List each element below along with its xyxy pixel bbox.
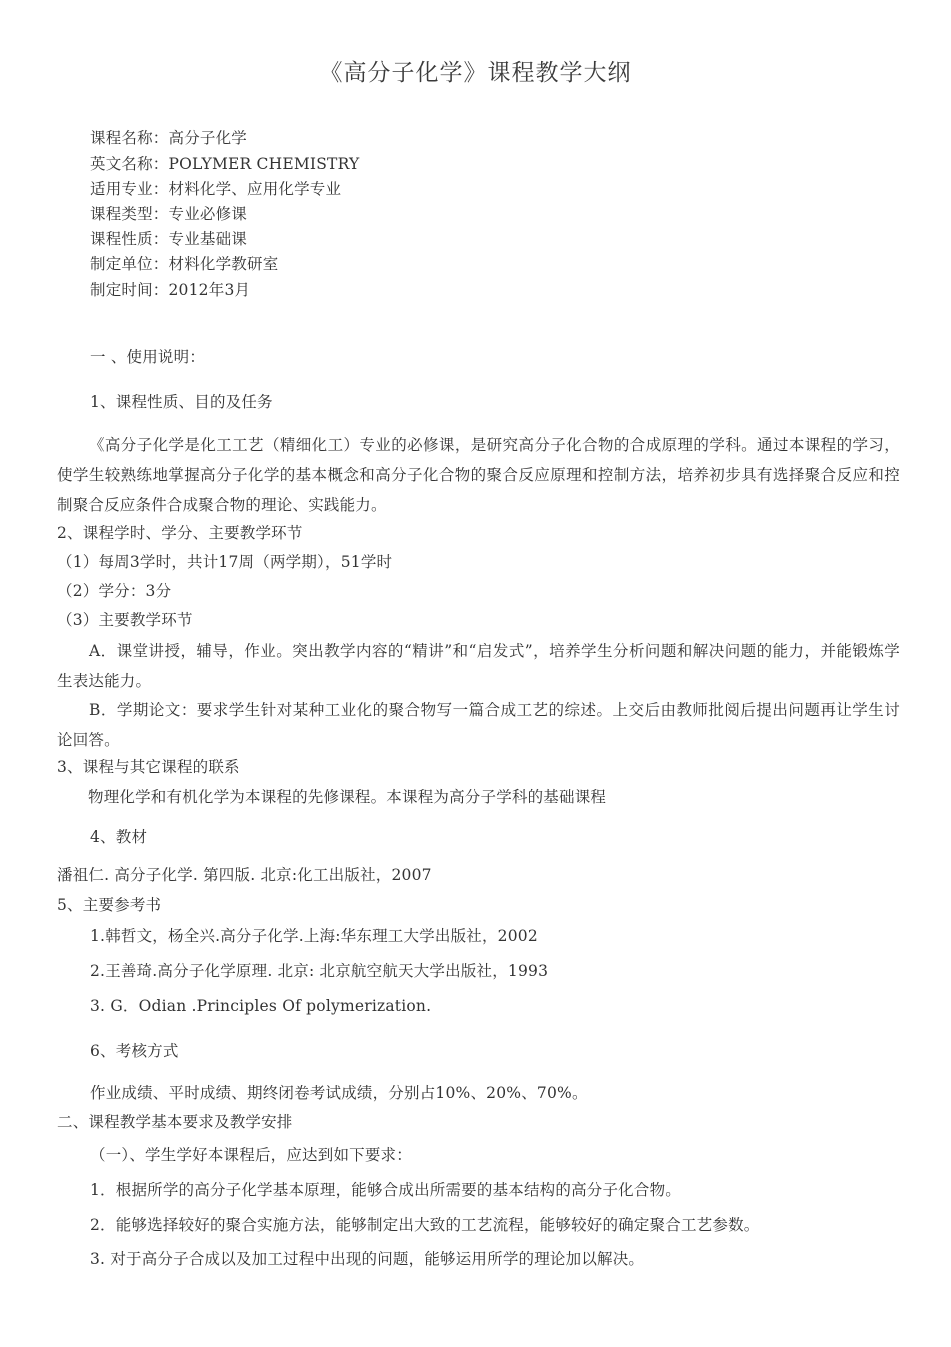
requirement-1: 1．根据所学的高分子化学基本原理，能够合成出所需要的基本结构的高分子化合物。 (90, 1181, 681, 1199)
s1-body: 《高分子化学是化工工艺（精细化工）专业的必修课，是研究高分子化合物的合成原理的学科。通过本课程的学习，使学生较熟练地掌握高分子化学的基本概念和高分子化合物的聚合反应原理和控制方法，培养初步具有选择聚合反应和控制聚合反应条件合成聚合物的理论、实践能力。 (57, 436, 900, 514)
requirement-2: 2．能够选择较好的聚合实施方法，能够制定出大致的工艺流程，能够较好的确定聚合工艺参数。 (90, 1216, 760, 1234)
s1-heading: 1、课程性质、目的及任务 (90, 393, 273, 411)
section1-heading: 一 、使用说明： (90, 348, 206, 366)
applicable-major: 适用专业：材料化学、应用化学专业 (90, 180, 342, 198)
s6-heading: 6、考核方式 (90, 1042, 179, 1060)
section2-heading: 二、课程教学基本要求及教学安排 (57, 1113, 293, 1131)
reference-2: 2.王善琦.高分子化学原理. 北京: 北京航空航天大学出版社，1993 (90, 962, 549, 980)
s2-hours: （1）每周3学时，共计17周（两学期），51学时 (57, 553, 393, 571)
page-title: 《高分子化学》课程教学大纲 (319, 60, 632, 86)
drafting-time: 制定时间：2012年3月 (90, 281, 251, 299)
s2-credits: （2）学分：3分 (57, 582, 172, 600)
reference-1: 1.韩哲文，杨全兴.高分子化学.上海:华东理工大学出版社，2002 (90, 927, 538, 945)
drafting-unit: 制定单位：材料化学教研室 (90, 255, 279, 273)
s2-teaching-links: （3）主要教学环节 (57, 611, 193, 629)
s4-heading: 4、教材 (90, 828, 148, 846)
course-type: 课程类型：专业必修课 (90, 205, 248, 223)
s4-textbook: 潘祖仁. 高分子化学. 第四版. 北京:化工出版社，2007 (57, 866, 432, 884)
course-nature: 课程性质：专业基础课 (90, 230, 248, 248)
reference-3: 3. G．Odian .Principles Of polymerization. (90, 997, 432, 1015)
s3-heading: 3、课程与其它课程的联系 (57, 758, 240, 776)
s5-heading: 5、主要参考书 (57, 896, 162, 914)
section2-sub1: （一）、学生学好本课程后，应达到如下要求： (90, 1146, 412, 1164)
s2-heading: 2、课程学时、学分、主要教学环节 (57, 524, 303, 542)
s2-item-b: B．学期论文：要求学生针对某种工业化的聚合物写一篇合成工艺的综述。上交后由教师批阅后提出问题再让学生讨论回答。 (57, 701, 900, 749)
requirement-3: 3. 对于高分子合成以及加工过程中出现的问题，能够运用所学的理论加以解决。 (90, 1250, 645, 1268)
english-name: 英文名称：POLYMER CHEMISTRY (90, 155, 360, 173)
course-name: 课程名称：高分子化学 (90, 129, 248, 147)
s2-item-a: A．课堂讲授，辅导，作业。突出教学内容的“精讲”和“启发式”，培养学生分析问题和解决问题的能力，并能锻炼学生表达能力。 (57, 642, 900, 690)
s3-body: 物理化学和有机化学为本课程的先修课程。本课程为高分子学科的基础课程 (88, 788, 607, 806)
s6-body: 作业成绩、平时成绩、期终闭卷考试成绩，分别占10%、20%、70%。 (90, 1084, 588, 1102)
